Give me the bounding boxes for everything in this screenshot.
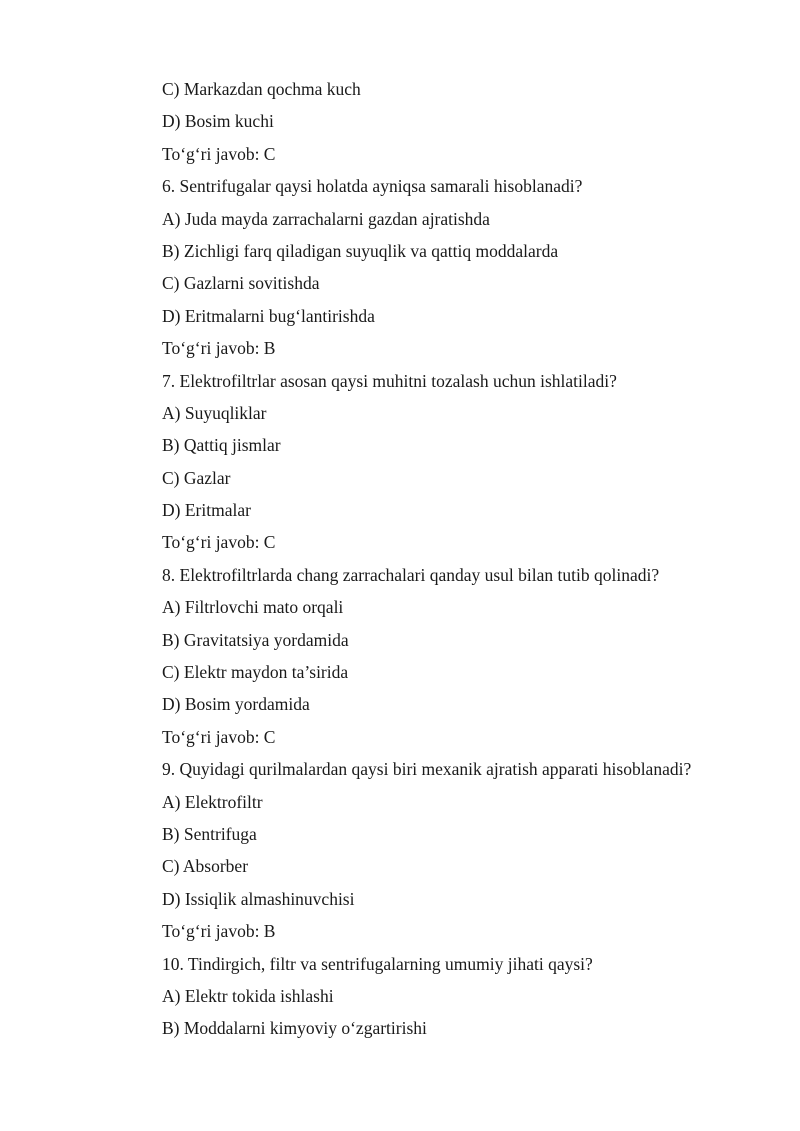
- answer-option: B) Sentrifuga: [162, 823, 257, 844]
- answer-option: B) Moddalarni kimyoviy o‘zgartirishi: [162, 1018, 427, 1039]
- answer-option: D) Eritmalar: [162, 500, 251, 521]
- answer-option: A) Elektr tokida ishlashi: [162, 985, 334, 1006]
- answer-option: C) Absorber: [162, 856, 249, 877]
- correct-answer: To‘g‘ri javob: C: [162, 532, 276, 553]
- answer-option: B) Gravitatsiya yordamida: [162, 629, 349, 650]
- answer-option: C) Gazlarni sovitishda: [162, 273, 320, 294]
- answer-option: B) Zichligi farq qiladigan suyuqlik va qattiq moddalarda: [162, 240, 559, 261]
- question-8: 8. Elektrofiltrlarda chang zarrachalari qanday usul bilan tutib qolinadi?: [162, 564, 660, 585]
- answer-option: C) Gazlar: [162, 467, 231, 488]
- correct-answer: To‘g‘ri javob: C: [162, 143, 276, 164]
- question-10: 10. Tindirgich, filtr va sentrifugalarning umumiy jihati qaysi?: [162, 953, 593, 974]
- answer-option: D) Bosim yordamida: [162, 694, 310, 715]
- correct-answer: To‘g‘ri javob: B: [162, 921, 276, 942]
- answer-option: C) Elektr maydon ta’sirida: [162, 662, 349, 683]
- question-7: 7. Elektrofiltrlar asosan qaysi muhitni tozalash uchun ishlatiladi?: [162, 370, 617, 391]
- question-6: 6. Sentrifugalar qaysi holatda ayniqsa samarali hisoblanadi?: [162, 176, 583, 197]
- answer-option: D) Bosim kuchi: [162, 111, 274, 132]
- answer-option: D) Eritmalarni bug‘lantirishda: [162, 305, 375, 326]
- correct-answer: To‘g‘ri javob: C: [162, 726, 276, 747]
- answer-option: A) Filtrlovchi mato orqali: [162, 597, 344, 618]
- answer-option: D) Issiqlik almashinuvchisi: [162, 888, 355, 909]
- answer-option: B) Qattiq jismlar: [162, 435, 281, 456]
- answer-option: A) Elektrofiltr: [162, 791, 263, 812]
- question-9: 9. Quyidagi qurilmalardan qaysi biri mexanik ajratish apparati hisoblanadi?: [162, 759, 692, 780]
- answer-option: A) Juda mayda zarrachalarni gazdan ajratishda: [162, 208, 490, 229]
- quiz-text-body: [162, 73, 762, 1045]
- answer-option: A) Suyuqliklar: [162, 402, 267, 423]
- correct-answer: To‘g‘ri javob: B: [162, 338, 276, 359]
- answer-option: C) Markazdan qochma kuch: [162, 79, 361, 99]
